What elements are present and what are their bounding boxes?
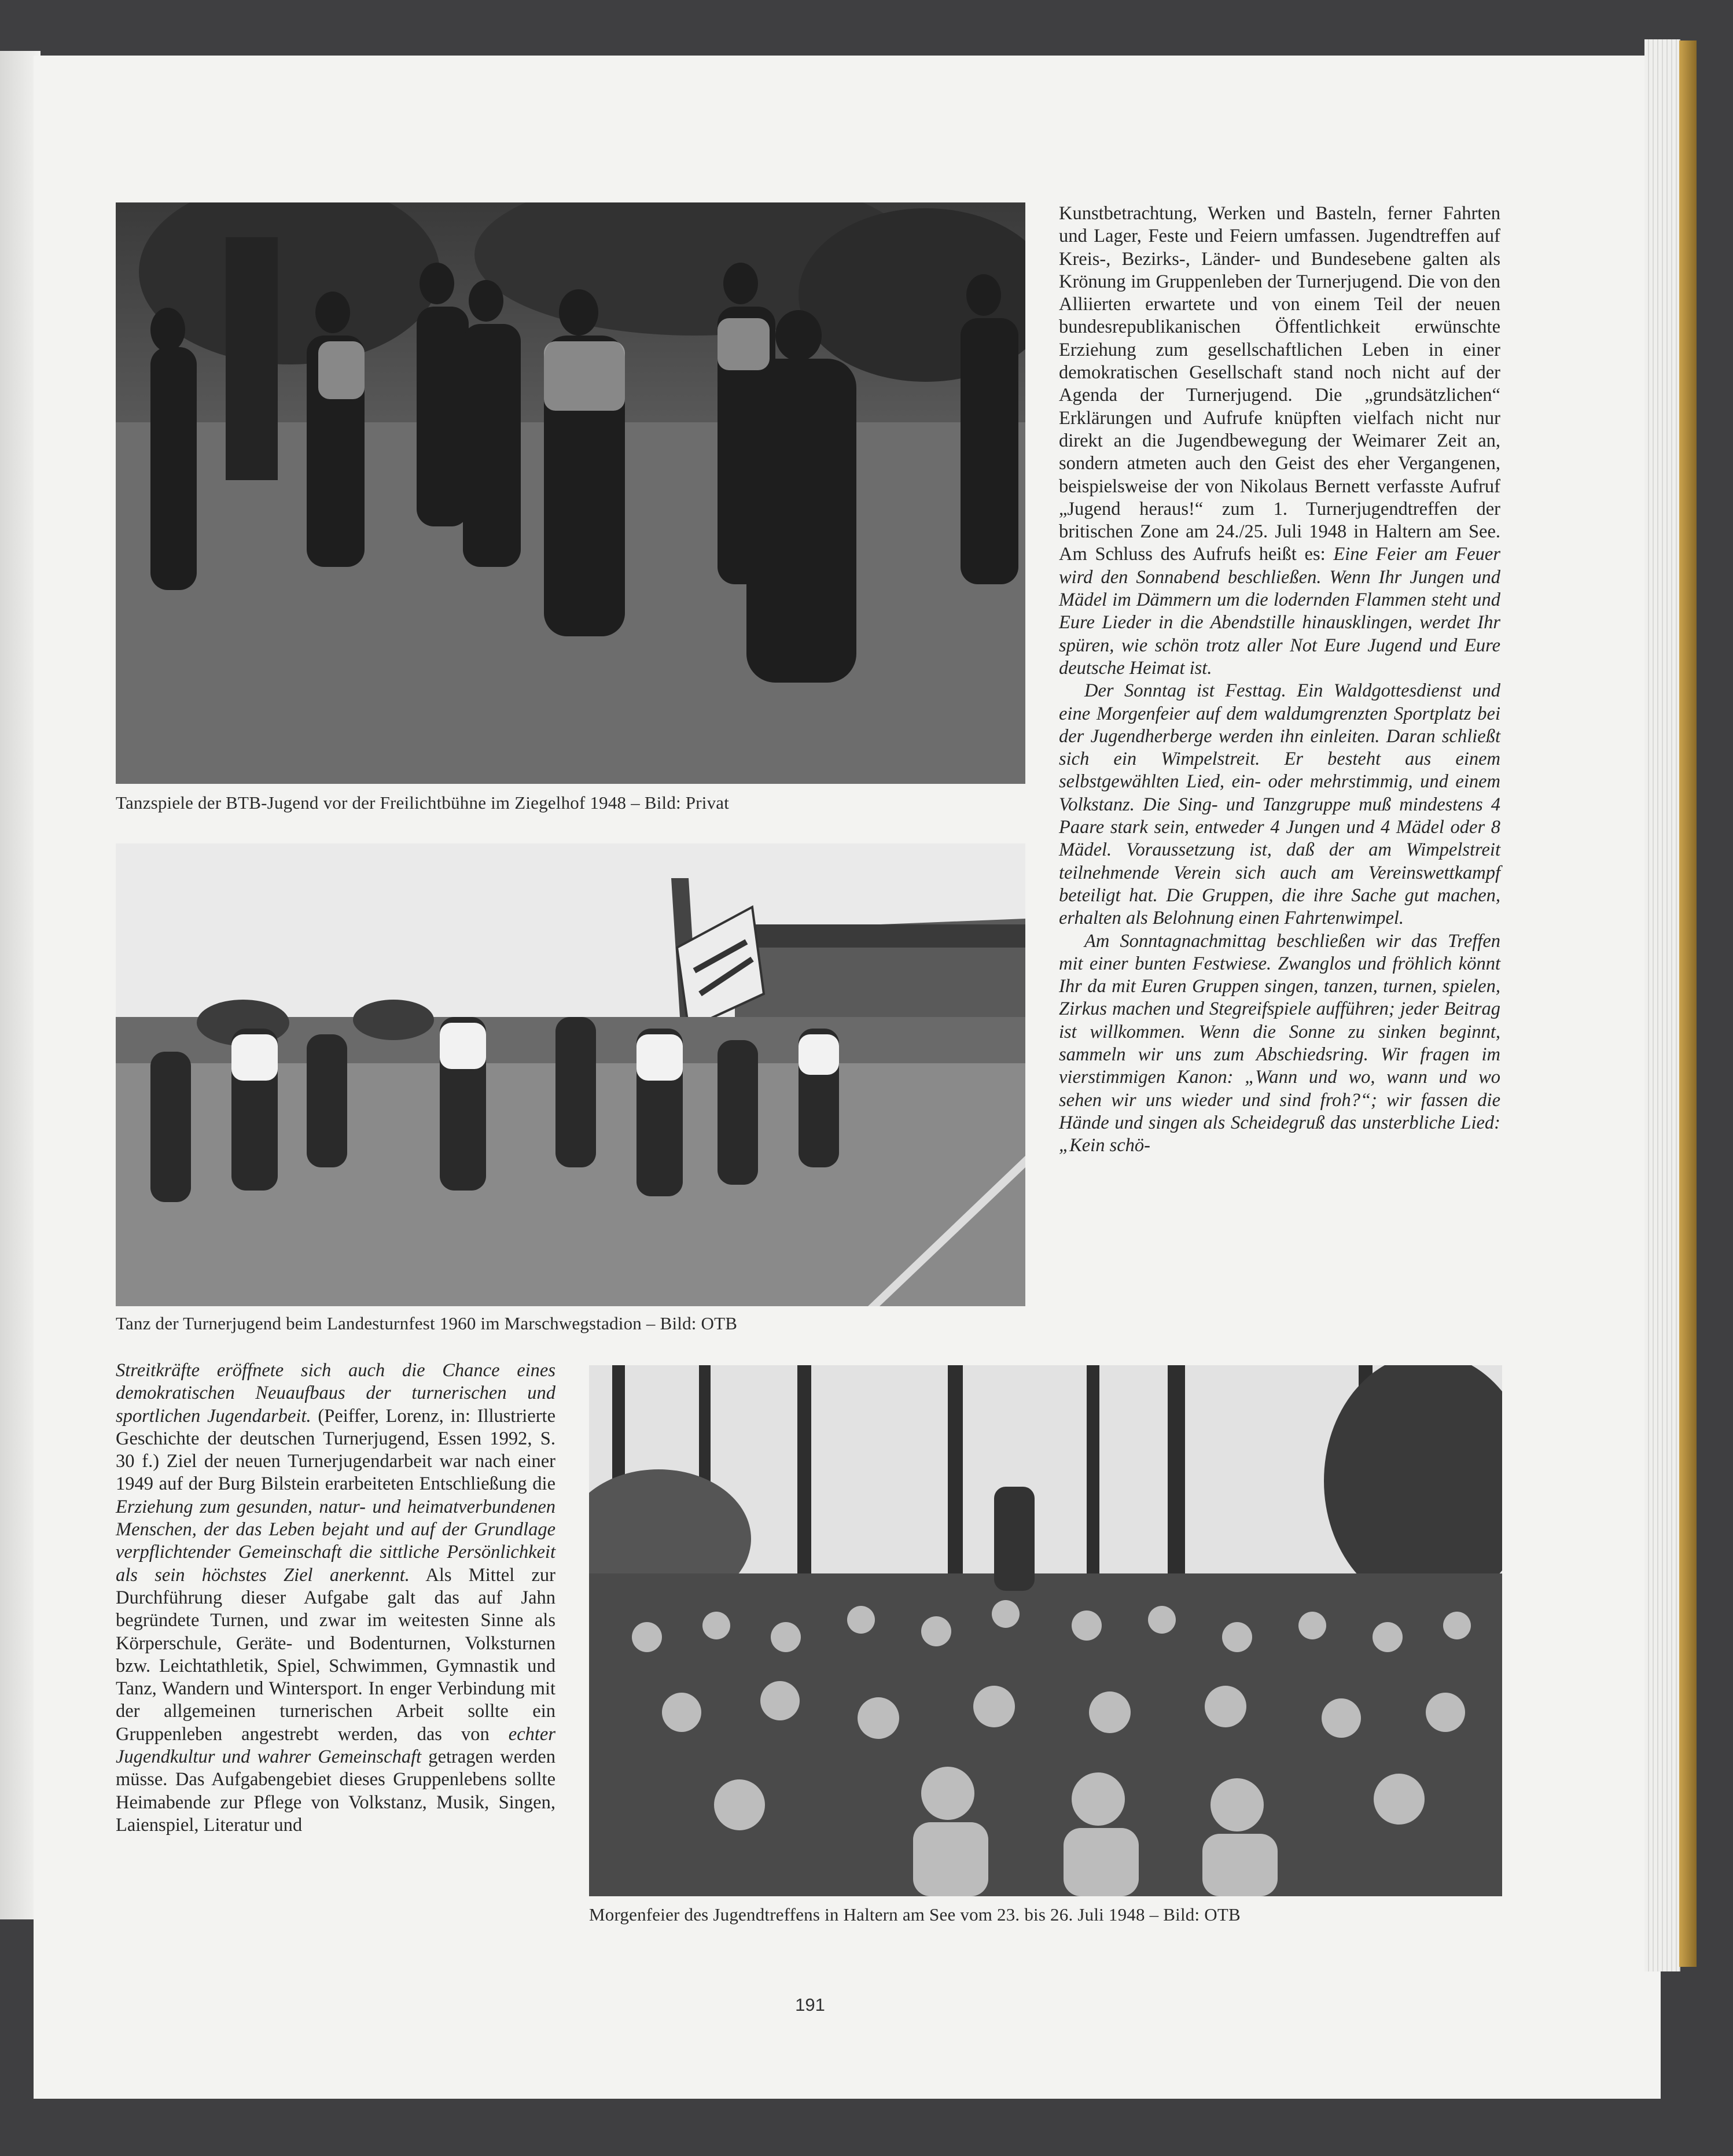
right-paragraph-1 [1059, 202, 1500, 680]
left-text-column [116, 1359, 555, 1837]
photo-caption-2: Tanz der Turnerjugend beim Landesturnfest 1960 im Marschwegstadion – Bild: OTB [116, 1313, 738, 1333]
left-quote-3: echter Jugendkultur und wahrer Gemeinschaft [116, 1723, 555, 1768]
right-paragraph-1-text: Kunstbetrachtung, Werken und Basteln, ferner Fahrten und Lager, Feste und Feiern umfassen. Jugendtreffen auf Kreis-, Bezirks-, Länder- und Bundesebene galten als Krönung im Gruppenleben der Turnerjugend. Die von den Alliierten erwartete und von einem Teil der neuen bundesrepublikanischen Öffentlichkeit erwünschte Erziehung zum gesellschaftlichen Leben in einer demokratischen Gesellschaft stand noch nicht auf der Agenda der Turnerjugend. Die „grundsätzlichen“ Erklärungen und Aufrufe knüpften vielfach nicht nur direkt an die Jugendbewegung der Weimarer Zeit an, sondern atmeten auch den Geist des eher Vergangenen, beispielsweise der von Nikolaus Bernett verfasste Aufruf „Jugend heraus!“ zum 1. Turnerjugendtreffen der britischen Zone am 24./25. Juli 1948 in Haltern am See. Am Schluss des Aufrufs heißt es: [1059, 203, 1500, 565]
book-cover-edge [1679, 40, 1697, 1967]
right-paragraph-3-quote: Am Sonntagnachmittag beschließen wir das Treffen mit einer bunten Festwiese. Zwanglos und fröhlich könnt Ihr da mit Euren Gruppen singen, tanzen, turnen, spielen, Zirkus machen und Stegreifspiele aufführen; jeder Beitrag ist willkommen. Wenn die Sonne zu sinken beginnt, sammeln wir uns zum Abschiedsring. Wir fragen im vierstimmigen Kanon: „Wann und wo, wann und wo sehen wir uns wieder und sind froh?“; wir fassen die Hände und singen als Scheidegruß das unsterbliche Lied: „Kein schö- [1059, 930, 1500, 1156]
left-text-3: getragen werden müsse. Das Aufgabengebiet dieses Gruppenlebens sollte Heimabende zur Pflege von Volkstanz, Musik, Singen, Laienspiel, Literatur und [116, 1746, 555, 1836]
page-stack-edge [1644, 39, 1680, 1971]
left-quote-1: Streitkräfte eröffnete sich auch die Chance eines demokratischen Neuaufbaus der turnerischen und sportlichen Jugendarbeit. [116, 1360, 555, 1427]
page-number: 191 [795, 1995, 825, 2015]
photo-morning-gathering [589, 1365, 1502, 1896]
left-quote-2: Erziehung zum gesunden, natur- und heimatverbundenen Menschen, der das Leben bejaht und auf der Grundlage verpflichtender Gemeinschaft die sittliche Persönlichkeit als sein höchstes Ziel anerkennt. [116, 1496, 555, 1586]
left-text-1: (Peiffer, Lorenz, in: Illustrierte Geschichte der deutschen Turnerjugend, Essen 1992, S. 30 f.) Ziel der neuen Turnerjugendarbeit war nach einer 1949 auf der Burg Bilstein erarbeiteten Entschließung die [116, 1405, 556, 1495]
photo-caption-1: Tanzspiele der BTB-Jugend vor der Freilichtbühne im Ziegelhof 1948 – Bild: Privat [116, 793, 730, 813]
right-paragraph-2 [1059, 680, 1500, 930]
right-text-column [1059, 202, 1500, 1157]
photo-caption-3: Morgenfeier des Jugendtreffens in Haltern am See vom 23. bis 26. Juli 1948 – Bild: OTB [589, 1904, 1241, 1925]
right-paragraph-3 [1059, 930, 1500, 1158]
right-paragraph-2-quote: Der Sonntag ist Festtag. Ein Waldgottesdienst und eine Morgenfeier auf dem waldumgrenzten Sportplatz bei der Jugendherberge werden ihn einleiten. Daran schließt sich ein Wimpelstreit. Er besteht aus einem selbstgewählten Lied, ein- oder mehrstimmig, und einem Volkstanz. Die Sing- und Tanzgruppe muß mindestens 4 Paare stark sein, entweder 4 Jungen und 4 Mädel oder 8 Mädel. Voraussetzung ist, daß der am Wimpelstreit teilnehmende Verein sich auch am Vereinswettkampf beteiligt hat. Die Gruppen, die ihre Sache gut machen, erhalten als Belohnung einen Fahrtenwimpel. [1059, 680, 1500, 929]
photo-dance-garden [116, 202, 1025, 784]
photo-stadium-dance [116, 843, 1025, 1306]
left-paragraph [116, 1359, 555, 1837]
left-text-2: Als Mittel zur Durchführung dieser Aufgabe galt das auf Jahn begründete Turnen, und zwar im weitesten Sinne als Körperschule, Geräte- und Bodenturnen, Volksturnen bzw. Leichtathletik, Spiel, Schwimmen, Gymnastik und Tanz, Wandern und Wintersport. In enger Verbindung mit der allgemeinen turnerischen Arbeit sollte ein Gruppenleben angestrebt werden, das von [116, 1564, 555, 1745]
right-paragraph-1-quote: Eine Feier am Feuer wird den Sonnabend beschließen. Wenn Ihr Jungen und Mädel im Dämmern um die lodernden Flammen steht und Eure Lieder in die Abendstille hinausklingen, werdet Ihr spüren, wie schön trotz aller Not Eure Jugend und Eure deutsche Heimat ist. [1059, 544, 1500, 679]
